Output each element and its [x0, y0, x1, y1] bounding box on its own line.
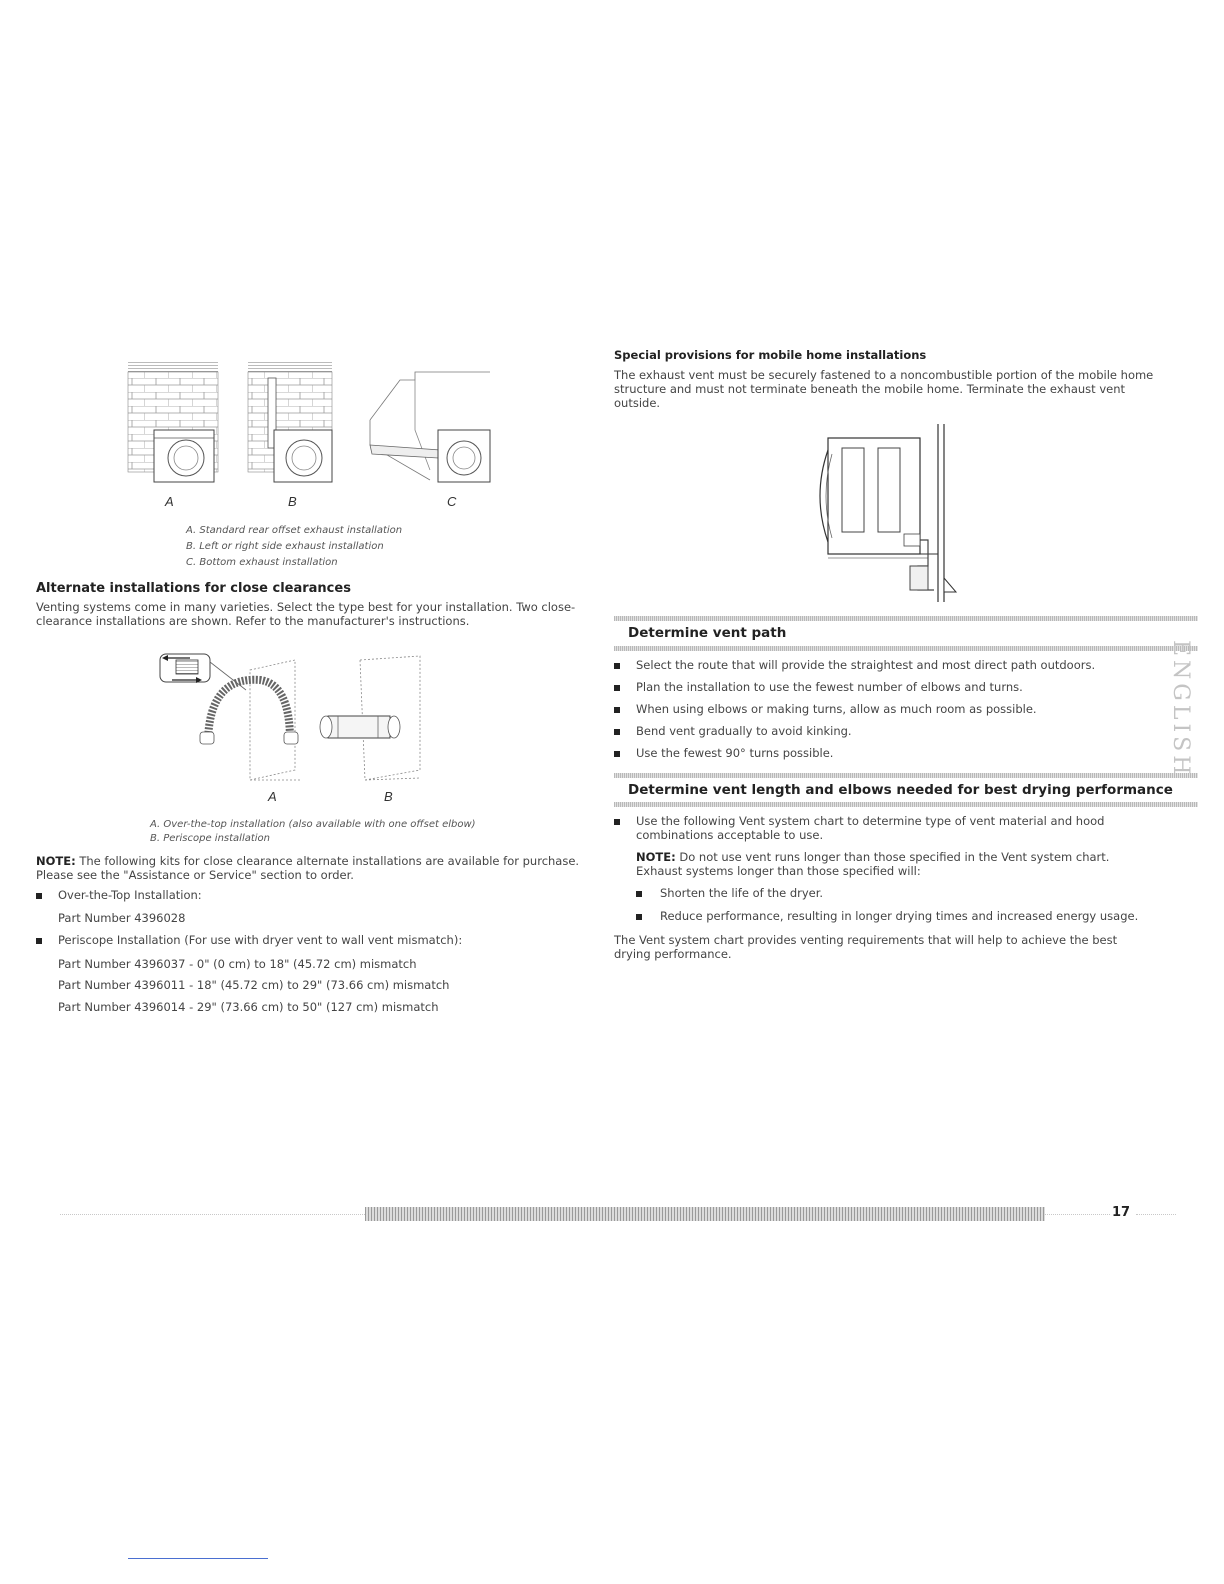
- section-band-top: [614, 616, 1198, 621]
- vent-path-item-1: [614, 659, 1174, 673]
- kit-item-label: Periscope Installation (For use with dryer vent to wall vent mismatch):: [58, 933, 463, 947]
- figure-exhaust-installations: [120, 350, 510, 500]
- alternate-installations-heading: Alternate installations for close clearances: [36, 581, 351, 596]
- figure-mobile-home-vent: [810, 420, 970, 602]
- vent-path-item-text: Select the route that will provide the straightest and most direct path outdoors.: [636, 658, 1096, 672]
- section-band-bottom: [614, 802, 1198, 807]
- note-text-line1: The following kits for close clearance alternate installations are available for purchase.: [79, 854, 580, 868]
- bullet-icon: [614, 729, 620, 735]
- section-band-top: [614, 773, 1198, 778]
- vent-path-item-3: [614, 703, 1174, 717]
- vent-path-item-text: Use the fewest 90° turns possible.: [636, 746, 834, 760]
- figure-a-rear-offset: [128, 362, 218, 482]
- vent-length-note-text: Do not use vent runs longer than those specified in the Vent system chart.: [679, 850, 1110, 864]
- kit-item-over-the-top: [36, 889, 576, 903]
- figure1-label-a: A: [165, 494, 174, 509]
- note-line2: Please see the "Assistance or Service" section to order.: [36, 868, 354, 882]
- figure1-label-c: C: [447, 494, 457, 509]
- mobile-home-line3: outside.: [614, 396, 661, 410]
- vent-length-item-line2: combinations acceptable to use.: [636, 827, 824, 842]
- alternate-installations-line1: Venting systems come in many varieties. Select the type best for your installation. Two close-: [36, 600, 576, 614]
- figure-b-side-exhaust: [248, 362, 332, 482]
- figure1-caption-b: B. Left or right side exhaust installation: [186, 541, 384, 552]
- kit-item-periscope: [36, 934, 576, 948]
- vent-length-note-line2: Exhaust systems longer than those specified will:: [636, 864, 921, 878]
- figure-c-bottom-exhaust: [370, 372, 490, 482]
- note-label: NOTE:: [36, 854, 76, 868]
- vent-length-item-1: [614, 815, 1174, 842]
- bullet-icon: [614, 663, 620, 669]
- vent-length-note-line1: [636, 851, 1109, 865]
- vent-length-sub-item-text: Reduce performance, resulting in longer drying times and increased energy usage.: [660, 909, 1139, 923]
- kit-item-label: Over-the-Top Installation:: [58, 888, 202, 902]
- footer-band: [365, 1207, 1045, 1221]
- figure2-label-a: A: [268, 789, 277, 804]
- footer-dotted-line: [1045, 1214, 1110, 1215]
- vent-length-title: Determine vent length and elbows needed for best drying performance: [628, 782, 1173, 798]
- kit-part-over-the-top: Part Number 4396028: [58, 911, 186, 925]
- kit-part-periscope-2: Part Number 4396011 - 18" (45.72 cm) to 29" (73.66 cm) mismatch: [58, 978, 450, 992]
- bullet-icon: [614, 819, 620, 825]
- vent-length-sub-item-1: [636, 887, 1176, 901]
- language-side-label: ENGLISH: [1168, 640, 1193, 779]
- bullet-icon: [614, 751, 620, 757]
- vent-length-closing-line1: The Vent system chart provides venting requirements that will help to achieve the best: [614, 933, 1118, 947]
- note-line1: [36, 855, 579, 869]
- figure1-caption-c: C. Bottom exhaust installation: [186, 557, 338, 568]
- footer-dotted-line: [1136, 1214, 1176, 1215]
- vent-length-sub-item-2: [636, 910, 1176, 924]
- vent-path-item-text: Bend vent gradually to avoid kinking.: [636, 724, 852, 738]
- vent-length-note-label: NOTE:: [636, 850, 676, 864]
- vent-path-item-5: [614, 747, 1174, 761]
- figure2-caption-b: B. Periscope installation: [150, 833, 271, 844]
- bullet-icon: [636, 914, 642, 920]
- vent-path-item-text: Plan the installation to use the fewest number of elbows and turns.: [636, 680, 1023, 694]
- mobile-home-line1: The exhaust vent must be securely fastened to a noncombustible portion of the mobile home: [614, 368, 1154, 382]
- vent-path-item-4: [614, 725, 1174, 739]
- section-band-bottom: [614, 646, 1198, 651]
- bullet-icon: [614, 685, 620, 691]
- bullet-icon: [36, 893, 42, 899]
- kit-part-periscope-1: Part Number 4396037 - 0" (0 cm) to 18" (45.72 cm) mismatch: [58, 957, 417, 971]
- bullet-icon: [614, 707, 620, 713]
- vent-length-closing-line2: drying performance.: [614, 947, 732, 961]
- figure-a-over-the-top: [160, 654, 300, 780]
- kit-part-periscope-3: Part Number 4396014 - 29" (73.66 cm) to 50" (127 cm) mismatch: [58, 1000, 439, 1014]
- vent-path-item-text: When using elbows or making turns, allow as much room as possible.: [636, 702, 1037, 716]
- bottom-rule: [128, 1558, 268, 1559]
- vent-length-sub-item-text: Shorten the life of the dryer.: [660, 886, 824, 900]
- figure2-caption-a: A. Over-the-top installation (also available with one offset elbow): [150, 819, 476, 830]
- bullet-icon: [636, 891, 642, 897]
- mobile-home-heading: Special provisions for mobile home installations: [614, 348, 927, 362]
- figure-close-clearance: [150, 640, 430, 790]
- figure1-label-b: B: [288, 494, 297, 509]
- alternate-installations-line2: clearance installations are shown. Refer to the manufacturer's instructions.: [36, 614, 470, 628]
- vent-path-title: Determine vent path: [628, 625, 787, 641]
- footer-dotted-line: [60, 1214, 365, 1215]
- page-number: 17: [1112, 1205, 1131, 1220]
- mobile-home-line2: structure and must not terminate beneath the mobile home. Terminate the exhaust vent: [614, 382, 1126, 396]
- figure-b-periscope: [320, 656, 420, 780]
- vent-path-item-2: [614, 681, 1174, 695]
- figure1-caption-a: A. Standard rear offset exhaust installation: [186, 525, 403, 536]
- bullet-icon: [36, 938, 42, 944]
- figure2-label-b: B: [384, 789, 393, 804]
- vent-length-item-line1: Use the following Vent system chart to determine type of vent material and hood: [636, 814, 1105, 828]
